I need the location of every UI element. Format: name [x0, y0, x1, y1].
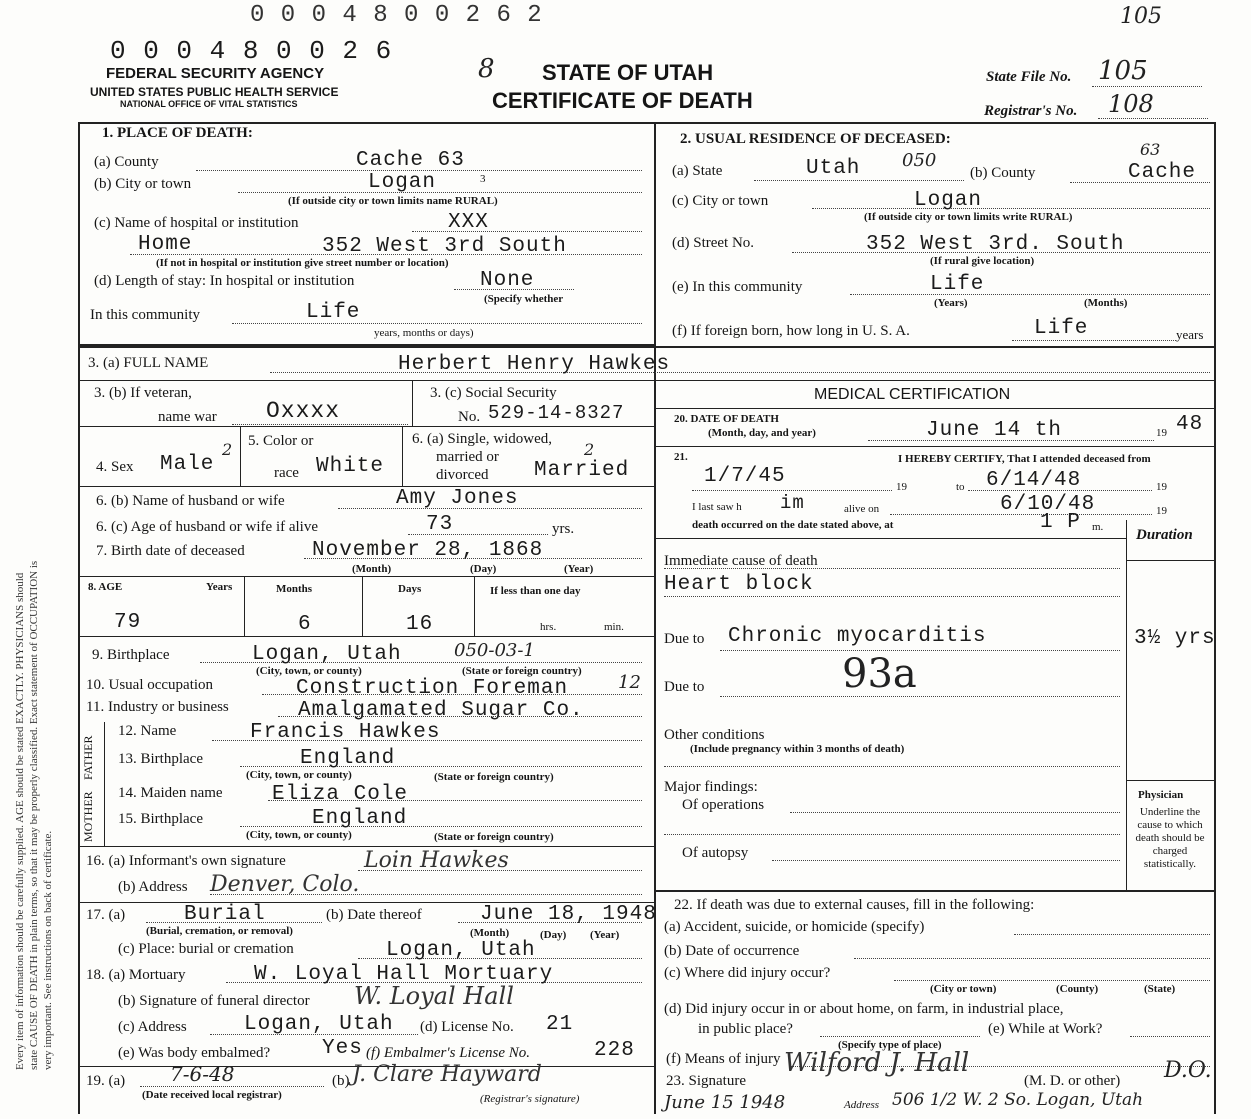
registrar-sig-note: (Registrar's signature): [480, 1093, 580, 1105]
age-lessday-hdr: If less than one day: [490, 585, 581, 597]
spouse-value: Amy Jones: [396, 487, 519, 510]
informant-sig-label: 16. (a) Informant's own signature: [86, 853, 286, 869]
registrar-value: 108: [1108, 90, 1154, 118]
ss-label: 3. (c) Social Security: [430, 385, 557, 401]
dod-note: (Month, day, and year): [708, 427, 816, 439]
major-findings-label: Major findings:: [664, 779, 758, 795]
operations-label: Of operations: [682, 797, 765, 813]
informant-sig-value: Loin Hawkes: [364, 848, 509, 873]
physician-sig-label: 23. Signature: [666, 1073, 746, 1089]
age-hrs-label: hrs.: [540, 621, 557, 633]
certify-text: I HEREBY CERTIFY, That I attended deceased from: [898, 453, 1151, 465]
burial-type-label: 17. (a): [86, 907, 126, 923]
veteran-label: 3. (b) If veteran,: [94, 385, 192, 401]
registrar-signature: J. Clare Hayward: [352, 1062, 542, 1087]
where-county-note: (County): [1056, 983, 1099, 995]
state-title: STATE OF UTAH: [542, 60, 714, 85]
birthplace-note2: (State or foreign country): [462, 665, 582, 677]
director-label: (b) Signature of funeral director: [118, 993, 310, 1009]
street-value: 352 West 3rd South: [322, 235, 567, 258]
physician-note-title: Physician: [1138, 789, 1184, 801]
res-county-label: (b) County: [970, 165, 1036, 181]
office-name: NATIONAL OFFICE OF VITAL STATISTICS: [120, 99, 298, 109]
to-year-prefix: 19: [1156, 481, 1167, 493]
occupation-label: 10. Usual occupation: [86, 677, 214, 693]
res-state-label: (a) State: [672, 163, 723, 179]
occurred-label: death occurred on the date stated above, at: [692, 519, 894, 531]
full-name-label: 3. (a) FULL NAME: [88, 355, 209, 371]
birthplace-label: 9. Birthplace: [92, 647, 170, 663]
received-value: 7-6-48: [170, 1062, 235, 1086]
marital-code: 2: [584, 440, 595, 459]
hospital-note: (If not in hospital or institution give street number or location): [156, 257, 449, 269]
side-text-line1: Every item of information should be carefully supplied. AGE should be stated EXACTLY. PHYSICIANS should: [14, 572, 26, 1070]
alive-label: alive on: [844, 503, 880, 515]
mortuary-value: W. Loyal Hall Mortuary: [254, 963, 554, 986]
physician-note: Underline the cause to which death should be charged statistically.: [1135, 806, 1205, 870]
stay-note: (Specify whether: [484, 293, 564, 305]
spouse-age-label: 6. (c) Age of husband or wife if alive: [96, 519, 319, 535]
res-state-code: 050: [902, 150, 937, 171]
informant-address-label: (b) Address: [118, 879, 188, 895]
birth-month-label: (Month): [352, 563, 392, 575]
res-months-label: (Months): [1084, 297, 1128, 309]
sex-label: 4. Sex: [96, 459, 134, 475]
burial-day-label: (Day): [540, 929, 567, 941]
stamp-top: 0 0 0 4 8 0 0 2 6 2: [250, 2, 543, 29]
mother-bp-label: 15. Birthplace: [118, 811, 203, 827]
res-street-value: 352 West 3rd. South: [866, 233, 1125, 256]
duration-label: Duration: [1136, 527, 1193, 543]
res-city-note: (If outside city or town limits write RURAL): [864, 211, 1073, 223]
registrar-sig-label: (b): [332, 1073, 350, 1089]
father-bp-label: 13. Birthplace: [118, 751, 203, 767]
residence-heading: 2. USUAL RESIDENCE OF DECEASED:: [680, 131, 951, 147]
place-of-death-heading: 1. PLACE OF DEATH:: [102, 125, 253, 141]
hospital-label: (c) Name of hospital or institution: [94, 215, 299, 231]
res-street-label: (d) Street No.: [672, 235, 755, 251]
age-days-hdr: Days: [398, 583, 422, 595]
age-months-hdr: Months: [276, 583, 313, 595]
community-value: Life: [306, 301, 361, 324]
res-county-value: Cache: [1128, 161, 1197, 184]
immediate-cause-value: Heart block: [664, 573, 814, 596]
father-name-value: Francis Hawkes: [250, 721, 441, 744]
birth-year-label: (Year): [564, 563, 594, 575]
serial-number: 0 0 0 4 8 0 0 2 6: [110, 36, 393, 66]
mother-bp-note1: (City, town, or county): [246, 829, 352, 841]
age-years-value: 79: [114, 611, 142, 634]
received-label: 19. (a): [86, 1073, 126, 1089]
mother-bp-note2: (State or foreign country): [434, 831, 554, 843]
where-city-note: (City or town): [930, 983, 997, 995]
ss-value: 529-14-8327: [488, 402, 625, 424]
due-to-label: Due to: [664, 631, 705, 647]
where-state-note: (State): [1144, 983, 1176, 995]
spouse-age-unit: yrs.: [552, 521, 575, 537]
industry-label: 11. Industry or business: [86, 699, 229, 715]
marital-value: Married: [534, 459, 630, 482]
md-value: D.O.: [1164, 1058, 1212, 1083]
burial-date-label: (b) Date thereof: [326, 907, 422, 923]
marital-label: 6. (a) Single, widowed,: [412, 431, 552, 447]
agency-name: FEDERAL SECURITY AGENCY: [106, 65, 325, 82]
burial-year-label: (Year): [590, 929, 620, 941]
state-file-label: State File No.: [986, 69, 1072, 85]
war-label: name war: [158, 409, 217, 425]
res-county-code: 63: [1140, 140, 1161, 159]
age-days-value: 16: [406, 613, 434, 636]
age-years-hdr: Years: [206, 581, 233, 593]
father-bp-value: England: [300, 747, 396, 770]
res-foreign-label: (f) If foreign born, how long in U. S. A.: [672, 323, 910, 339]
res-community-value: Life: [930, 273, 985, 296]
embalmer-label: (f) Embalmer's License No.: [366, 1045, 531, 1061]
spouse-label: 6. (b) Name of husband or wife: [96, 493, 285, 509]
time-suffix: m.: [1092, 521, 1104, 533]
res-state-value: Utah: [806, 157, 861, 180]
mortuary-label: 18. (a) Mortuary: [86, 967, 186, 983]
other-conditions-note: (Include pregnancy within 3 months of death): [690, 743, 905, 755]
age-label: 8. AGE: [88, 581, 123, 593]
license-label: (d) License No.: [420, 1019, 514, 1035]
birth-date-label: 7. Birth date of deceased: [96, 543, 245, 559]
dod-year-prefix: 19: [1156, 427, 1167, 439]
embalmed-value: Yes: [322, 1037, 363, 1060]
side-text-line2: state CAUSE OF DEATH in plain terms, so that it may be properly classified. Exact statement of OCCUPATION is: [28, 560, 40, 1070]
last-saw-value: im: [780, 492, 805, 514]
embalmer-value: 228: [594, 1039, 635, 1062]
birthplace-note1: (City, town, or county): [256, 665, 362, 677]
burial-address-label: (c) Address: [118, 1019, 187, 1035]
specify-note: (Specify type of place): [838, 1039, 942, 1051]
stay-value: None: [480, 269, 535, 292]
community-note: years, months or days): [374, 327, 474, 339]
father-bp-note2: (State or foreign country): [434, 771, 554, 783]
burial-month-label: (Month): [470, 927, 510, 939]
physician-sig-date: June 15 1948: [664, 1092, 786, 1113]
res-street-note: (If rural give location): [930, 255, 1035, 267]
informant-address-value: Denver, Colo.: [210, 872, 360, 897]
race-label: race: [274, 465, 299, 481]
occurrence-label: (b) Date of occurrence: [664, 943, 800, 959]
full-name-value: Herbert Henry Hawkes: [398, 353, 671, 376]
father-side-label: FATHER: [81, 735, 95, 780]
age-min-label: min.: [604, 621, 624, 633]
due-to2-label: Due to: [664, 679, 705, 695]
res-years-label: (Years): [934, 297, 968, 309]
birthplace-value: Logan, Utah: [252, 643, 402, 666]
received-note: (Date received local registrar): [142, 1089, 282, 1101]
autopsy-label: Of autopsy: [682, 845, 749, 861]
res-community-label: (e) In this community: [672, 279, 803, 295]
age-months-value: 6: [298, 613, 312, 636]
external-label: 22. If death was due to external causes, fill in the following:: [674, 897, 1035, 913]
color-label: 5. Color or: [248, 433, 314, 449]
side-instructions: [6, 70, 56, 1070]
occupation-value: Construction Foreman: [296, 677, 569, 700]
public-place-label: in public place?: [698, 1021, 793, 1037]
mother-side-label: MOTHER: [81, 791, 95, 842]
burial-type-note: (Burial, cremation, or removal): [146, 925, 293, 937]
to-label: to: [956, 481, 965, 493]
side-text-line3: very important. See instructions on back of certificate.: [42, 830, 54, 1070]
mother-bp-value: England: [312, 807, 408, 830]
md-label: (M. D. or other): [1024, 1073, 1121, 1089]
burial-place-value: Logan, Utah: [386, 939, 536, 962]
burial-place-label: (c) Place: burial or cremation: [118, 941, 294, 957]
burial-date-value: June 18, 1948: [480, 903, 657, 926]
city-label: (b) City or town: [94, 176, 192, 192]
embalmed-label: (e) Was body embalmed?: [118, 1045, 271, 1061]
sex-value: Male: [160, 453, 215, 476]
birthplace-code: 050-03-1: [454, 640, 535, 661]
from-year-prefix: 19: [896, 481, 907, 493]
county-label: (a) County: [94, 154, 159, 170]
res-foreign-value: Life: [1034, 317, 1089, 340]
duration-value: 3½ yrs: [1134, 627, 1216, 650]
city-value: Logan: [368, 171, 437, 194]
mother-name-value: Eliza Cole: [272, 783, 409, 806]
due-to-value: Chronic myocarditis: [728, 625, 987, 648]
document-title: CERTIFICATE OF DEATH: [492, 88, 753, 113]
res-foreign-unit: years: [1176, 327, 1204, 342]
mother-name-label: 14. Maiden name: [118, 785, 223, 801]
stamp-mark: 8: [478, 54, 495, 84]
last-saw-label: I last saw h: [692, 501, 742, 513]
race-value: White: [316, 455, 385, 478]
marital-label2: married or: [436, 449, 499, 465]
dod-label: 20. DATE OF DEATH: [674, 413, 779, 425]
spouse-age-value: 73: [426, 513, 454, 536]
res-city-value: Logan: [914, 189, 983, 212]
industry-value: Amalgamated Sugar Co.: [298, 699, 584, 722]
physician-signature: Wilford J. Hall: [784, 1048, 970, 1078]
director-signature: W. Loyal Hall: [354, 982, 514, 1010]
home-value: Home: [138, 233, 193, 256]
hospital-value: XXX: [448, 211, 489, 234]
city-note: (If outside city or town limits name RURAL): [288, 195, 498, 207]
res-city-label: (c) City or town: [672, 193, 769, 209]
city-code: 3: [480, 173, 486, 185]
home-injury-label: (d) Did injury occur in or about home, on farm, in industrial place,: [664, 1001, 1064, 1017]
marital-label3: divorced: [436, 467, 489, 483]
time-value: 1 P: [1040, 511, 1081, 534]
ss-no-label: No.: [458, 409, 481, 425]
where-label: (c) Where did injury occur?: [664, 965, 831, 981]
other-conditions-label: Other conditions: [664, 727, 765, 743]
physician-address-label: Address: [844, 1099, 880, 1111]
physician-address-value: 506 1/2 W. 2 So. Logan, Utah: [892, 1090, 1144, 1110]
attend-to: 6/14/48: [986, 469, 1082, 492]
alive-year-prefix: 19: [1156, 505, 1167, 517]
license-value: 21: [546, 1013, 574, 1036]
war-value: Oxxxx: [266, 398, 341, 424]
community-label: In this community: [90, 307, 200, 323]
medical-heading: MEDICAL CERTIFICATION: [814, 386, 1011, 403]
service-name: UNITED STATES PUBLIC HEALTH SERVICE: [90, 85, 339, 99]
dod-year: 48: [1176, 413, 1204, 436]
occupation-code: 12: [618, 672, 641, 693]
father-bp-note1: (City, town, or county): [246, 769, 352, 781]
sex-code: 2: [222, 440, 233, 459]
immediate-cause-label: Immediate cause of death: [664, 553, 818, 569]
stay-label: (d) Length of stay: In hospital or institution: [94, 273, 355, 289]
birth-date-value: November 28, 1868: [312, 539, 544, 562]
burial-address-value: Logan, Utah: [244, 1013, 394, 1036]
stamp-top-right: 105: [1120, 4, 1162, 29]
attend-from: 1/7/45: [704, 465, 786, 488]
county-value: Cache 63: [356, 149, 465, 172]
state-file-value: 105: [1098, 56, 1148, 86]
alive-date: 6/10/48: [1000, 493, 1096, 516]
means-label: (f) Means of injury: [666, 1051, 781, 1067]
registrar-label: Registrar's No.: [984, 103, 1078, 119]
accident-label: (a) Accident, suicide, or homicide (specify): [664, 919, 925, 935]
birth-day-label: (Day): [470, 563, 497, 575]
dod-value: June 14 th: [926, 419, 1063, 442]
work-label: (e) While at Work?: [988, 1021, 1103, 1037]
due-to2-value: 93a: [842, 651, 917, 697]
father-name-label: 12. Name: [118, 723, 177, 739]
burial-type-value: Burial: [184, 903, 266, 926]
certify-num: 21.: [674, 451, 688, 463]
